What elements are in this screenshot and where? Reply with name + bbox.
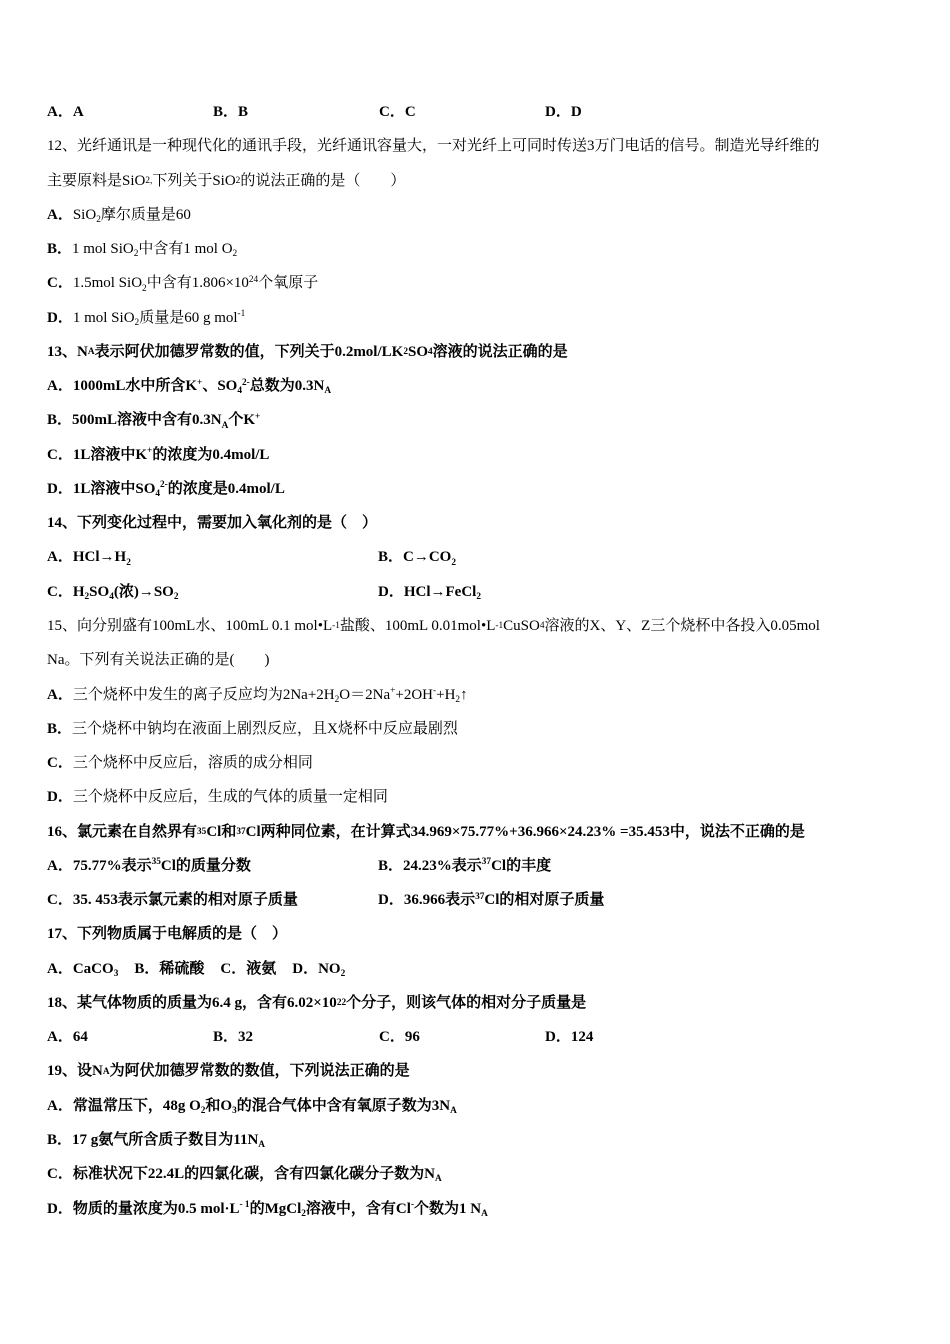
q14-stem: 14、下列变化过程中，需要加入氧化剂的是（ ）: [47, 515, 378, 532]
option-label: B．: [47, 241, 73, 258]
option-text: $NO_2$: [318, 960, 346, 979]
subscript: A: [481, 1208, 488, 1219]
option-text: 35. 453表示氯元素的相对原子质量: [72, 892, 298, 909]
subscript: 2: [455, 694, 461, 705]
option-text: 96: [404, 1029, 420, 1046]
superscript: +: [255, 411, 261, 422]
subscript: A: [221, 420, 229, 431]
q11-options: [47, 95, 907, 129]
q17-option-c: [220, 952, 276, 986]
superscript: 2-: [160, 480, 168, 491]
exam-content: [47, 95, 907, 1226]
q19-option-d: [47, 1192, 907, 1226]
superscript: +: [197, 377, 203, 388]
subscript: 2: [340, 968, 346, 979]
q15-option-c: [47, 746, 907, 780]
q18-option-c: [379, 1020, 545, 1054]
superscript: -: [433, 685, 437, 696]
option-label: B．: [47, 720, 73, 737]
q11-option-a: [47, 95, 213, 129]
option-text: A: [72, 104, 84, 120]
option-label: C．: [47, 275, 73, 292]
superscript: - 1: [239, 1199, 250, 1210]
option-label: C．: [220, 960, 247, 977]
q15-stem-line-1: 15、向分别盛有100mL水、100mL 0.1 mol•L -1 盐酸、100mL 0.01mol•L -1 CuSO 4 溶液的X、Y、Z三个烧杯中各投入0.05mol: [47, 617, 820, 634]
q17-stem: 17、下列物质属于电解质的是（ ）: [47, 926, 288, 943]
option-label: A．: [47, 1097, 73, 1114]
option-text: 32: [238, 1029, 254, 1046]
q17-options: [47, 952, 907, 986]
q16-options-row-1: [47, 849, 907, 883]
q16-option-c: [47, 883, 378, 917]
q14-option-b: [378, 540, 709, 574]
subscript: 2: [142, 283, 147, 294]
option-text: 500mL溶液中含有$0.3N_A$个K+: [72, 411, 261, 431]
subscript: A: [324, 386, 332, 397]
subscript: 4: [237, 386, 242, 397]
option-label: A．: [47, 549, 73, 566]
option-text: 1 mol SiO$_2$质量是60 g mol$^{-1}$: [72, 309, 246, 328]
q16-option-b: [378, 849, 709, 883]
option-text: 三个烧杯中钠均在液面上剧烈反应，且X烧杯中反应最剧烈: [72, 720, 458, 737]
subscript: 2: [96, 215, 101, 226]
option-text: $H_2SO_4$(浓)$\to SO_2$: [72, 583, 179, 602]
subscript: 3: [232, 1105, 237, 1116]
option-text: 常温常压下，48g $O_2$和$O_3$的混合气体中含有氧原子数为$3N_A$: [72, 1097, 457, 1116]
superscript: +: [147, 446, 153, 457]
option-label: D．: [545, 104, 571, 120]
option-text: 液氨: [246, 960, 277, 977]
superscript: 37: [481, 857, 492, 868]
option-label: D．: [47, 789, 73, 806]
q19-option-c: [47, 1157, 907, 1191]
subscript: 4: [155, 489, 161, 500]
option-text: 1L溶液中$SO_4^{2-}$的浓度是0.4mol/L: [72, 480, 285, 500]
option-label: B．: [134, 960, 160, 977]
option-label: A．: [47, 206, 73, 223]
option-label: B．: [47, 412, 73, 429]
q13-option-d: [47, 472, 907, 506]
option-text: 物质的量浓度为0.5 $mol\cdot L^{- 1}$的MgCl$_2$溶液中，含有Cl-个数为1 $N_A$: [72, 1199, 488, 1219]
subscript: 3: [113, 968, 119, 979]
option-text: B: [238, 104, 249, 120]
q16-option-d: [378, 883, 709, 917]
q18-option-b: [213, 1020, 379, 1054]
option-text: $HCl\to H_2$: [72, 549, 131, 568]
q19-stem: 19、设N A 为阿伏加德罗常数的数值，下列说法正确的是: [47, 1063, 410, 1080]
subscript: 2: [334, 694, 340, 705]
option-label: C．: [47, 446, 73, 463]
q11-option-b: [213, 95, 379, 129]
option-text: 三个烧杯中反应后，生成的气体的质量一定相同: [72, 789, 388, 806]
q17-option-d: [292, 952, 345, 986]
q14-options-row-1: [47, 540, 907, 574]
q11-option-c: [379, 95, 545, 129]
subscript: A: [450, 1105, 457, 1116]
q18-option-d: [545, 1020, 711, 1054]
q15-option-a: [47, 678, 907, 712]
q16-option-a: [47, 849, 378, 883]
q19-option-b: [47, 1123, 907, 1157]
q13-option-a: [47, 369, 907, 403]
q17-option-a: [47, 952, 118, 986]
option-text: HCl→FeCl$_2$: [403, 583, 481, 602]
q15-option-d: [47, 780, 907, 814]
q14-option-c: [47, 575, 378, 609]
q12-stem-line-2: 主要原料是SiO 2, 下列关于SiO 2 的说法正确的是（ ）: [47, 172, 406, 189]
q18-stem: 18、某气体物质的质量为6.4 g，含有6.02×10 22 个分子，则该气体的相对分子质量是: [47, 994, 587, 1011]
option-label: A．: [47, 686, 73, 703]
subscript: 2: [200, 1105, 206, 1116]
q13-option-c: [47, 438, 907, 472]
subscript: 2: [84, 591, 90, 602]
subscript: 4: [109, 591, 114, 602]
q12-option-c: [47, 266, 907, 300]
q19-option-a: [47, 1089, 907, 1123]
q14-options-row-2: [47, 575, 907, 609]
subscript: 2: [126, 557, 131, 568]
option-text: 24.23%表示$^{37}$Cl的丰度: [403, 857, 552, 874]
option-text: 1.5mol SiO$_2$中含有$1.806\times 10^{24}$个氧原子: [72, 274, 319, 294]
q15-option-b: [47, 712, 907, 746]
option-text: 三个烧杯中发生的离子反应均为$2Na+2H_2O=2Na^++2OH^-+H_2↑$: [72, 685, 468, 705]
subscript: A: [258, 1140, 265, 1151]
subscript: 2: [451, 557, 457, 568]
q12-stem-line-1: 12、光纤通讯是一种现代化的通讯手段，光纤通讯容量大，一对光纤上可同时传送3万门电话的信号。制造光导纤维的: [47, 138, 820, 155]
subscript: A: [434, 1174, 442, 1185]
superscript: 35: [151, 857, 161, 868]
option-text: CaCO$_3$: [72, 960, 119, 979]
option-label: C．: [379, 1029, 405, 1046]
subscript: 2: [476, 591, 481, 602]
option-label: D．: [545, 1029, 571, 1046]
option-text: 三个烧杯中反应后，溶质的成分相同: [72, 755, 313, 772]
option-label: B．: [378, 857, 404, 874]
option-text: D: [570, 104, 582, 120]
superscript: 37: [475, 891, 485, 902]
option-label: C．: [47, 1166, 73, 1183]
subscript: 2: [133, 249, 139, 260]
option-text: 1 mol SiO$_2$中含有1 mol $O_2$: [72, 241, 238, 260]
option-text: 17 g氨气所含质子数目为$11N_A$: [72, 1131, 265, 1151]
superscript: +: [390, 685, 396, 696]
q18-option-a: [47, 1020, 213, 1054]
q12-option-a: [47, 198, 907, 232]
subscript: 2: [301, 1208, 306, 1219]
q15-stem-line-2: Na。下列有关说法正确的是( ): [47, 652, 270, 669]
option-text: 标准状况下22.4L的四氯化碳，含有四氯化碳分子数为$N_A$: [72, 1166, 442, 1185]
option-label: C．: [379, 104, 405, 120]
option-label: A．: [47, 960, 73, 977]
option-label: D．: [47, 480, 73, 497]
option-label: C．: [47, 755, 73, 772]
option-label: B．: [378, 549, 404, 566]
subscript: 2: [134, 317, 140, 328]
option-text: 1000mL水中所含K+、$SO_4^{2-}$总数为$0.3N_A$: [72, 377, 332, 397]
option-label: B．: [213, 104, 239, 120]
q14-option-d: [378, 575, 709, 609]
q12-option-d: [47, 301, 907, 335]
option-label: B．: [47, 1131, 73, 1148]
superscript: -: [410, 1199, 415, 1210]
subscript: 2: [173, 591, 179, 602]
option-text: 1L溶液中K+的浓度为0.4mol/L: [72, 446, 270, 463]
option-label: C．: [47, 892, 73, 909]
option-label: D．: [47, 309, 73, 326]
option-text: 75.77%表示$^{35}$Cl的质量分数: [72, 857, 251, 874]
option-label: D．: [292, 960, 319, 977]
q18-options: [47, 1020, 907, 1054]
option-label: D．: [378, 892, 404, 909]
option-text: 64: [72, 1029, 88, 1046]
subscript: 2: [232, 249, 238, 260]
option-text: SiO$_2$摩尔质量是60: [72, 206, 191, 226]
q13-option-b: [47, 403, 907, 437]
option-text: 36.966表示$^{37}$Cl的相对原子质量: [403, 891, 605, 909]
option-text: 稀硫酸: [159, 960, 205, 977]
q16-options-row-2: [47, 883, 907, 917]
q16-stem: 16、氯元素在自然界有 35 Cl和 37 Cl两种同位素，在计算式34.969×75.77%+36.966×24.23% =35.453中，说法不正确的是: [47, 823, 805, 840]
option-label: C．: [47, 583, 73, 600]
option-label: A．: [47, 1029, 73, 1046]
option-text: C: [404, 104, 416, 120]
option-text: 124: [570, 1029, 594, 1046]
option-label: A．: [47, 104, 73, 120]
q14-option-a: [47, 540, 378, 574]
q17-option-b: [134, 952, 204, 986]
q11-option-d: [545, 95, 711, 129]
q12-option-b: [47, 232, 907, 266]
option-label: B．: [213, 1029, 239, 1046]
q13-stem: 13、N A 表示阿伏加德罗常数的值，下列关于0.2mol/LK 2 SO 4 溶液的说法正确的是: [47, 343, 568, 360]
option-label: A．: [47, 378, 73, 395]
superscript: -1: [237, 309, 246, 320]
option-label: D．: [378, 583, 404, 600]
option-label: A．: [47, 857, 73, 874]
option-text: $C\to CO_2$: [403, 549, 457, 568]
superscript: 2-: [242, 377, 250, 388]
superscript: 24: [248, 274, 259, 285]
option-label: D．: [47, 1200, 73, 1217]
